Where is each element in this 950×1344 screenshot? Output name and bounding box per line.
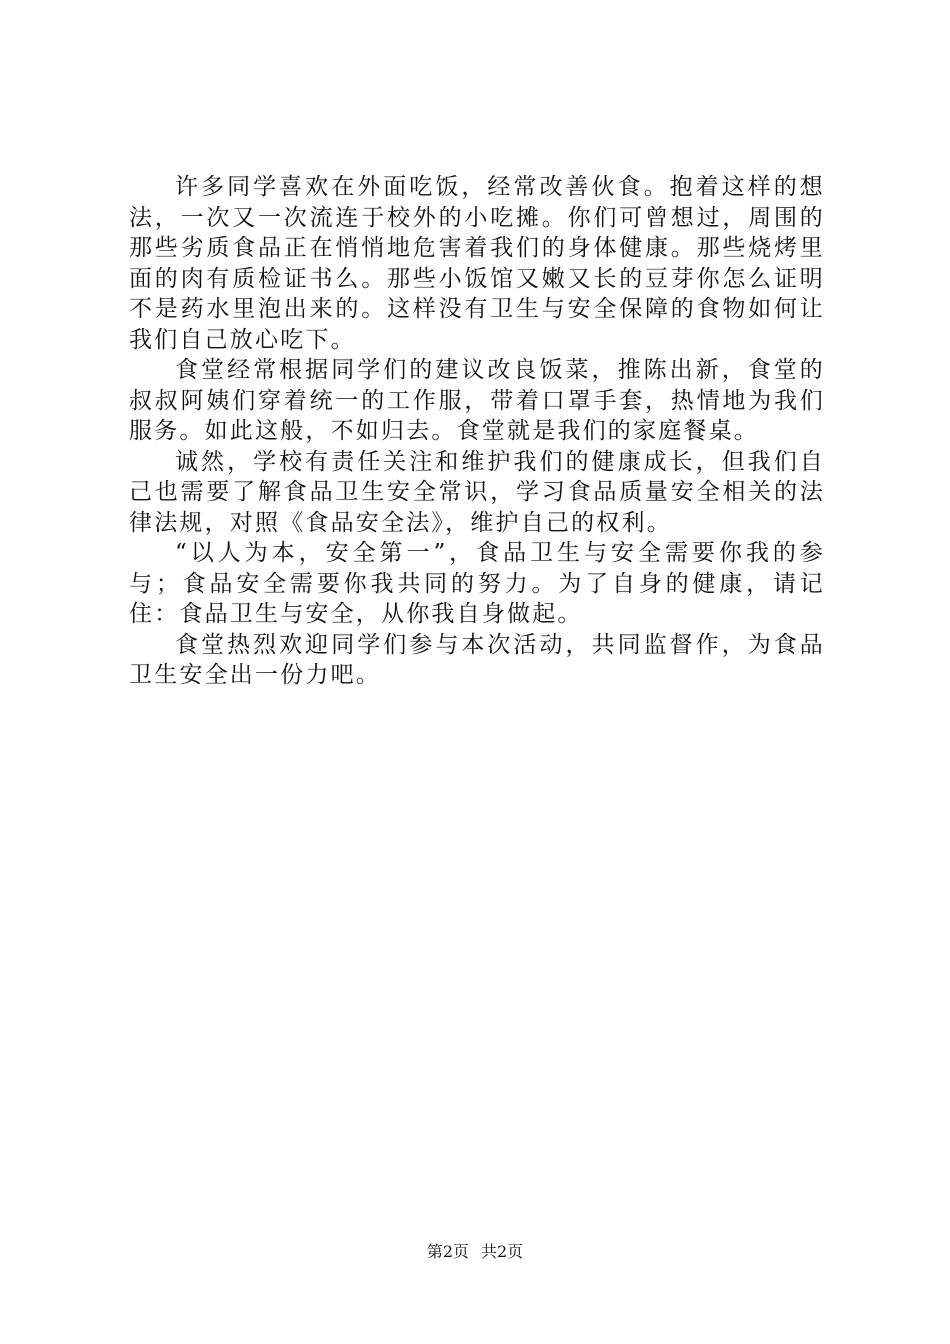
paragraph-2: 食堂经常根据同学们的建议改良饭菜，推陈出新，食堂的叔叔阿姨们穿着统一的工作服，带着口罩手套，热情地为我们服务。如此这般，不如归去。食堂就是我们的家庭餐桌。 [129,357,825,444]
page-number-current: 第2页 [426,1242,469,1261]
paragraph-5: 食堂热烈欢迎同学们参与本次活动，共同监督作，为食品卫生安全出一份力吧。 [129,631,825,688]
page-number-total: 共2页 [481,1242,524,1261]
paragraph-4: “以人为本，安全第一”，食品卫生与安全需要你我的参与；食品安全需要你我共同的努力。为了自身的健康，请记住：食品卫生与安全，从你我自身做起。 [129,540,825,627]
page-footer [0,1242,950,1262]
document-body [129,172,825,691]
paragraph-3: 诚然，学校有责任关注和维护我们的健康成长，但我们自己也需要了解食品卫生安全常识，学习食品质量安全相关的法律法规，对照《食品安全法》，维护自己的权利。 [129,448,825,536]
paragraph-1: 许多同学喜欢在外面吃饭，经常改善伙食。抱着这样的想法，一次又一次流连于校外的小吃摊。你们可曾想过，周围的那些劣质食品正在悄悄地危害着我们的身体健康。那些烧烤里面的肉有质检证书么。那些小饭馆又嫩又长的豆芽你怎么证明不是药水里泡出来的。这样没有卫生与安全保障的食物如何让我们自己放心吃下。 [129,174,825,353]
